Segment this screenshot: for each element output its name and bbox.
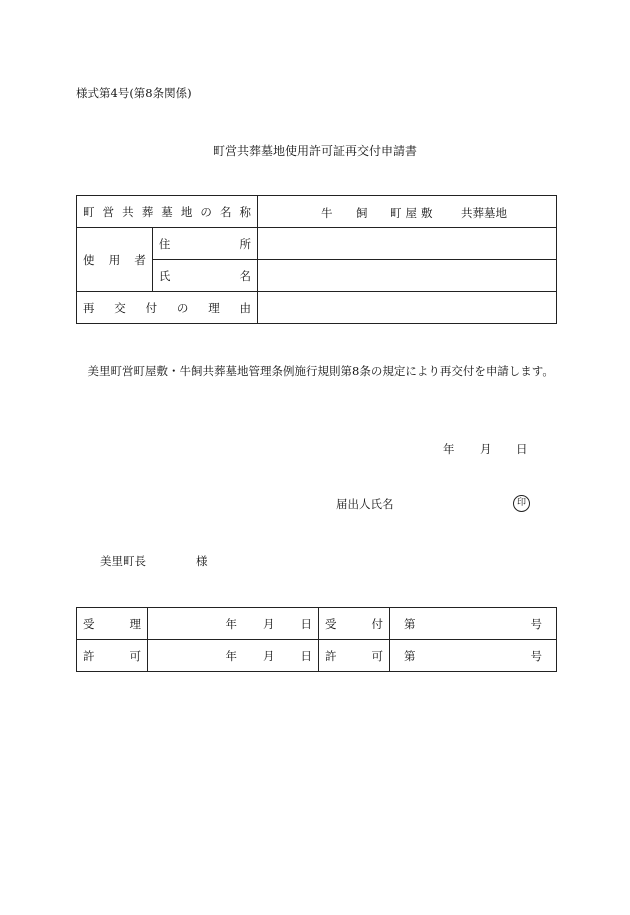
office-row-1-date	[154, 616, 312, 632]
office-row-1-year: 年	[225, 616, 237, 631]
reason-label-char: 再	[83, 300, 95, 315]
application-table	[76, 195, 557, 324]
addressee-honorific: 様	[196, 554, 208, 568]
office-row-2-date	[154, 648, 312, 664]
cemetery-name-part-1: 牛	[321, 205, 333, 220]
address-label	[159, 236, 251, 252]
office-row-1-label2-char: 受	[325, 616, 337, 631]
office-row-2-label2-cell	[319, 640, 390, 672]
reason-label-char: の	[176, 300, 189, 315]
office-row-2-label2-char: 可	[371, 648, 383, 663]
cemetery-name-label-cell	[77, 196, 258, 228]
office-row-2-label-cell	[77, 640, 148, 672]
office-row-2-num-suffix: 号	[530, 648, 542, 663]
cemetery-name-value-cell	[258, 196, 557, 228]
office-row-2-number-cell	[390, 640, 557, 672]
applicant-label: 届出人氏名	[336, 497, 394, 511]
reason-label-char: 交	[114, 300, 126, 315]
office-row-1-number	[404, 616, 542, 632]
name-label-char: 氏	[158, 268, 171, 283]
cemetery-name-label-char: 墓	[161, 204, 173, 219]
office-row-1-num-suffix: 号	[530, 616, 542, 631]
office-row-2-label	[83, 648, 141, 664]
reason-label-char: 付	[145, 300, 158, 315]
cemetery-name-label-char: 共	[122, 204, 134, 219]
office-row-1-label2-char: 付	[371, 616, 383, 631]
date-day: 日	[516, 442, 528, 456]
name-input[interactable]	[258, 260, 557, 292]
statement-text: 美里町営町屋敷・牛飼共葬墓地管理条例施行規則第8条の規定により再交付を申請します。	[87, 364, 554, 378]
user-label-cell	[77, 228, 153, 292]
office-row-1-number-cell	[390, 608, 557, 640]
cemetery-name-part-3: 町屋敷	[390, 205, 437, 220]
reason-input[interactable]	[258, 292, 557, 324]
cemetery-name-label-char: 地	[180, 204, 193, 219]
office-row-2-date-cell	[148, 640, 319, 672]
reason-label-char: 理	[208, 300, 220, 315]
cemetery-name-part-2: 飼	[356, 205, 368, 220]
office-row-1-label2-cell	[319, 608, 390, 640]
user-label-char: 用	[108, 252, 121, 267]
address-label-char: 所	[239, 236, 251, 251]
office-row-1-label-char: 理	[129, 616, 141, 631]
name-label-cell	[152, 260, 257, 292]
cemetery-name-label-char: 営	[102, 204, 115, 219]
office-row-1-label-char: 受	[83, 616, 95, 631]
form-number: 様式第4号(第8条関係)	[76, 86, 192, 100]
reason-label-cell	[77, 292, 258, 324]
address-input[interactable]	[258, 228, 557, 260]
seal-icon: 印	[513, 495, 530, 512]
address-label-char: 住	[158, 236, 171, 251]
office-row-1-label2	[325, 616, 383, 632]
cemetery-name-label	[83, 204, 251, 220]
cemetery-name-label-char: 称	[239, 204, 251, 219]
office-row-2-month: 月	[263, 648, 275, 663]
addressee-title: 美里町長	[100, 554, 146, 568]
office-row-2-label-char: 許	[83, 648, 95, 663]
office-row-2-day: 日	[300, 648, 312, 663]
office-row-2-number	[404, 648, 542, 664]
office-row-1-date-cell	[148, 608, 319, 640]
office-row-1-day: 日	[300, 616, 312, 631]
date-month: 月	[480, 442, 492, 456]
office-row-2-label2	[325, 648, 383, 664]
cemetery-name-part-4: 共葬墓地	[461, 205, 507, 220]
address-label-cell	[152, 228, 257, 260]
office-row-2-label-char: 可	[129, 648, 141, 663]
cemetery-name-value	[258, 197, 556, 227]
office-row-2-year: 年	[225, 648, 237, 663]
date-year: 年	[443, 442, 455, 456]
office-use-table	[76, 607, 557, 672]
office-row-1-label-cell	[77, 608, 148, 640]
reason-label-char: 由	[239, 300, 251, 315]
user-label-char: 使	[83, 252, 95, 267]
office-row-1-label	[83, 616, 141, 632]
name-label-char: 名	[239, 268, 251, 283]
office-row-2-num-prefix: 第	[404, 648, 416, 663]
document-title: 町営共葬墓地使用許可証再交付申請書	[212, 144, 417, 158]
cemetery-name-label-char: 名	[219, 204, 232, 219]
cemetery-name-label-char: の	[200, 204, 212, 219]
user-label	[83, 252, 146, 268]
name-label	[159, 268, 251, 284]
reason-label	[83, 300, 251, 316]
office-row-1-num-prefix: 第	[404, 616, 416, 631]
office-row-2-label2-char: 許	[325, 648, 337, 663]
office-row-1-month: 月	[263, 616, 275, 631]
cemetery-name-label-char: 葬	[141, 204, 154, 219]
cemetery-name-label-char: 町	[83, 204, 95, 219]
user-label-char: 者	[134, 252, 146, 267]
